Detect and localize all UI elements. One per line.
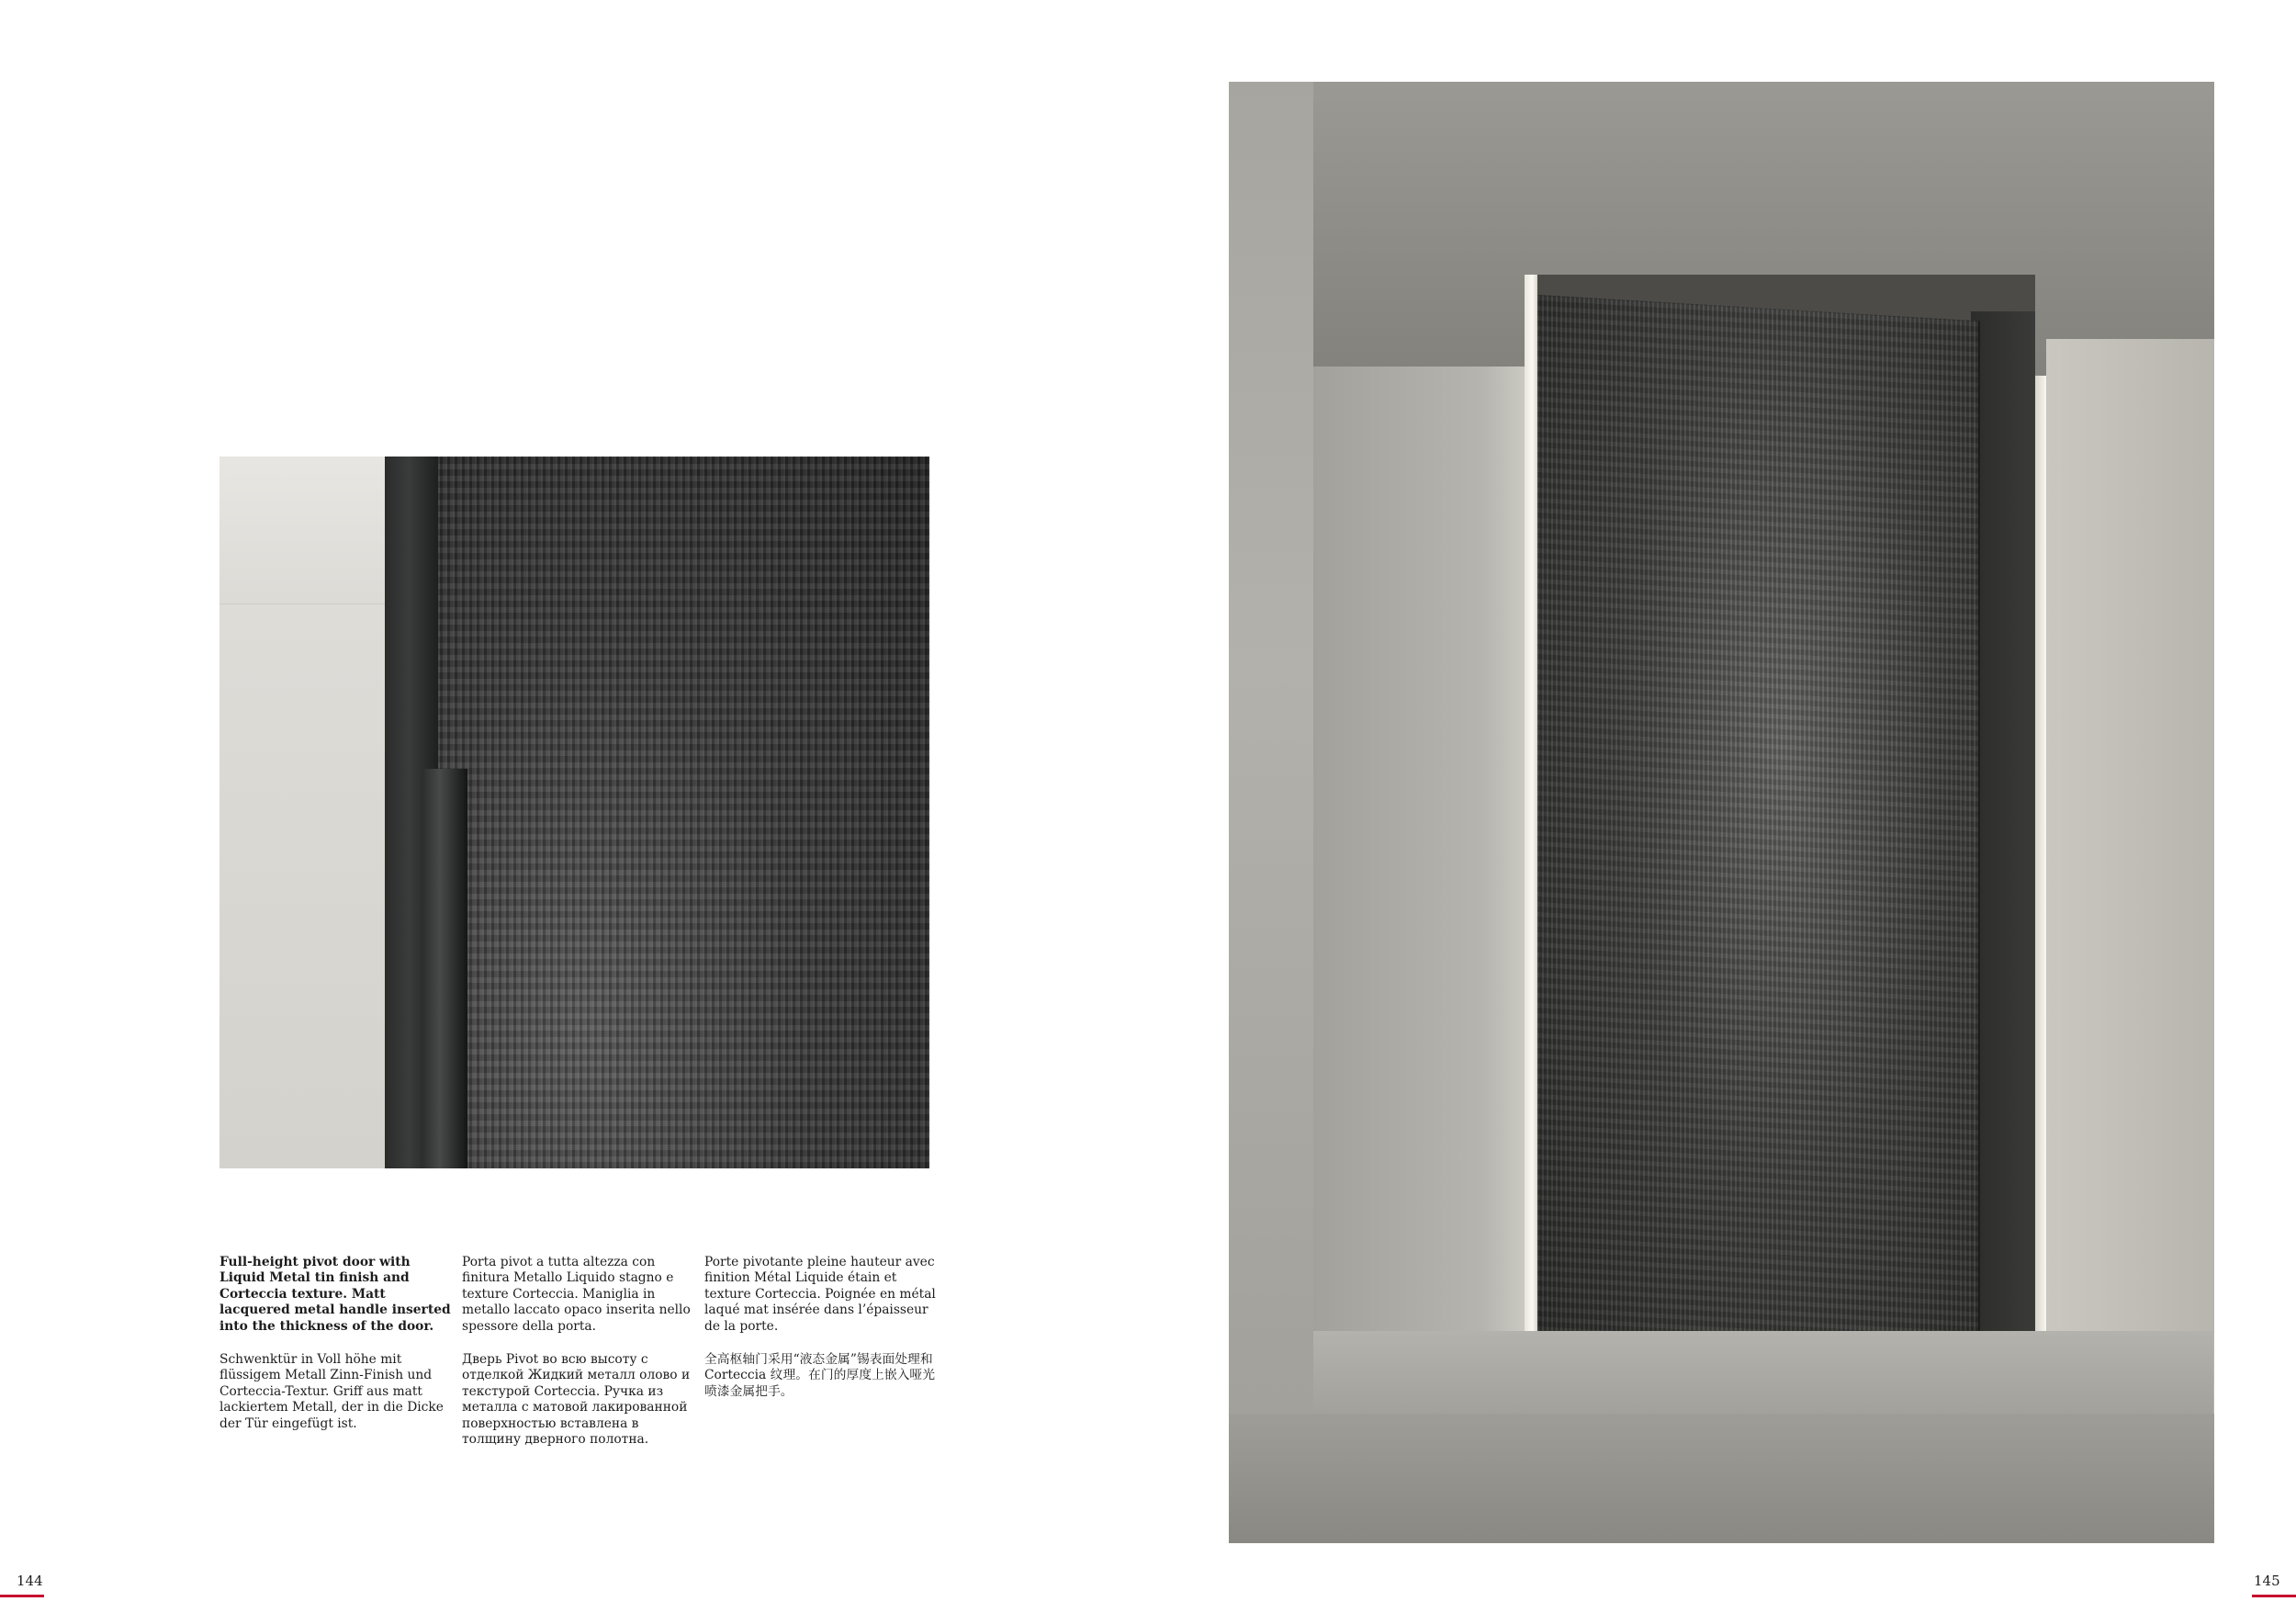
caption-ru: Дверь Pivot во всю высоту с отделкой Жидкий металл олово и текстурой Corteccia. Ручка из металла с матовой лакированной поверхностью вставлена в толщину дверного полотна. bbox=[462, 1352, 691, 1448]
caption-de: Schwenktür in Voll höhe mit flüssigem Metall Zinn-Finish und Corteccia-Textur. Griff aus matt lackiertem Metall, der in die Dicke der Tür eingefügt ist. bbox=[219, 1352, 444, 1431]
corteccia-texture-door bbox=[438, 457, 929, 1168]
caption-column-1 bbox=[219, 1255, 454, 1449]
wall-niche bbox=[1313, 367, 1525, 1414]
caption-column-2 bbox=[462, 1255, 696, 1465]
caption-fr: Porte pivotante pleine hauteur avec finition Métal Liquide étain et texture Corteccia. Poignée en métal laqué mat insérée dans l’épaisseur de la porte. bbox=[704, 1255, 936, 1334]
light-strip-left bbox=[1525, 275, 1537, 1414]
room-photo bbox=[1229, 82, 2214, 1543]
caption-column-3 bbox=[704, 1255, 939, 1417]
left-wall bbox=[1229, 82, 1313, 1543]
page-number-rule-right bbox=[2252, 1595, 2296, 1597]
floor-step bbox=[1313, 1331, 2213, 1414]
caption-en: Full-height pivot door with Liquid Metal tin finish and Corteccia texture. Matt lacquered metal handle inserted into the thickness of the door. bbox=[219, 1255, 451, 1334]
right-wall bbox=[2046, 339, 2214, 1423]
caption-it: Porta pivot a tutta altezza con finitura Metallo Liquido stagno e texture Corteccia. Maniglia in metallo laccato opaco inserita nello spessore della porta. bbox=[462, 1255, 691, 1334]
pivot-door-panel bbox=[1537, 295, 1978, 1424]
page-number-rule-left bbox=[0, 1595, 44, 1597]
page-number-right: 145 bbox=[2254, 1573, 2280, 1589]
page-number-left: 144 bbox=[17, 1573, 43, 1589]
recessed-handle bbox=[422, 769, 467, 1168]
door-edge bbox=[1971, 311, 2035, 1441]
floor bbox=[1229, 1414, 2214, 1543]
light-strip-right bbox=[2035, 376, 2046, 1432]
wall-shadow bbox=[219, 603, 385, 1168]
detail-photo bbox=[219, 457, 929, 1168]
caption-zh: 全高枢轴门采用“液态金属”锡表面处理和 Corteccia 纹理。在门的厚度上嵌入哑光喷漆金属把手。 bbox=[704, 1352, 936, 1399]
